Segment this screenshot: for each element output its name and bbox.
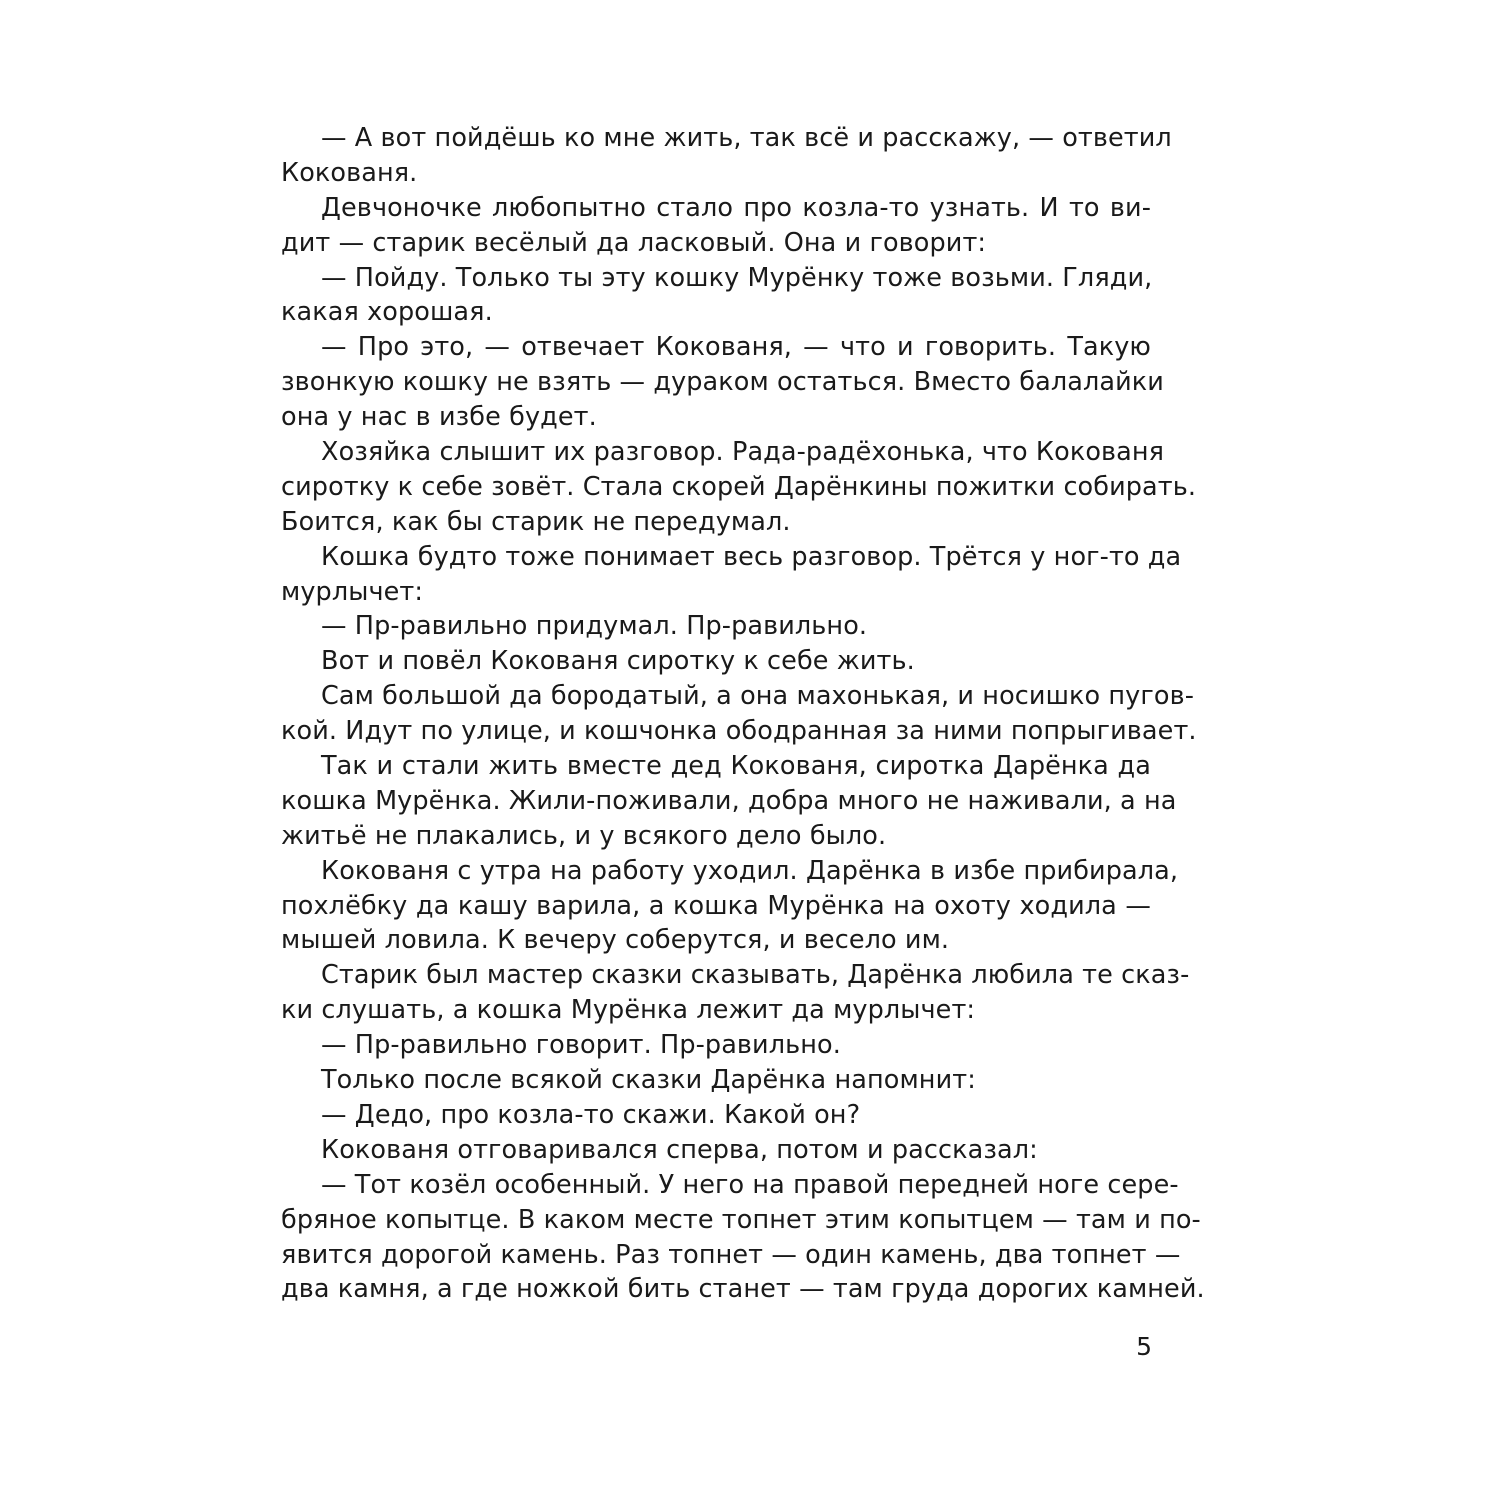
text-line: звонкую кошку не взять — дураком остаться. Вместо балалайки [281, 367, 1164, 398]
text-line: Кокованя отговаривался сперва, потом и рассказал: [321, 1134, 1038, 1165]
text-line: Кошка будто тоже понимает весь разговор. Трётся у ног-то да [321, 541, 1182, 572]
page-number: 5 [1136, 1332, 1152, 1361]
text-line: кошка Мурёнка. Жили-поживали, добра много не наживали, а на [281, 785, 1177, 816]
text-line: — Дедо, про козла-то скажи. Какой он? [321, 1099, 861, 1130]
text-line: Кокованя с утра на работу уходил. Дарёнка в избе прибирала, [321, 855, 1179, 886]
text-line: сиротку к себе зовёт. Стала скорей Дарёнкины пожитки собирать. [281, 471, 1197, 502]
text-line: Старик был мастер сказки сказывать, Дарёнка любила те сказ- [321, 960, 1190, 991]
text-line: Сам большой да бородатый, а она махонькая, и носишко пугов- [321, 681, 1194, 712]
text-line: житьё не плакались, и у всякого дело было. [281, 820, 887, 851]
text-line: два камня, а где ножкой бить станет — там груда дорогих камней. [281, 1274, 1205, 1305]
text-line: Так и стали жить вместе дед Кокованя, сиротка Дарёнка да [321, 751, 1151, 782]
text-line: — Пойду. Только ты эту кошку Мурёнку тоже возьми. Гляди, [321, 262, 1153, 293]
text-line: мурлычет: [281, 576, 424, 607]
text-line: мышей ловила. К вечеру соберутся, и весело им. [281, 925, 950, 956]
text-line: она у нас в избе будет. [281, 402, 597, 433]
text-line: бряное копытце. В каком месте топнет этим копытцем — там и по- [281, 1204, 1201, 1235]
text-line: Кокованя. [281, 157, 418, 188]
text-line: Боится, как бы старик не передумал. [281, 506, 791, 537]
text-line: ки слушать, а кошка Мурёнка лежит да мурлычет: [281, 995, 976, 1026]
text-line: — Тот козёл особенный. У него на правой передней ноге сере- [321, 1169, 1179, 1200]
body-text [281, 121, 1205, 1307]
text-line: кой. Идут по улице, и кошчонка ободранная за ними попрыгивает. [281, 716, 1197, 747]
text-line: — Пр-равильно говорит. Пр-равильно. [321, 1030, 841, 1061]
text-line: — Пр-равильно придумал. Пр-равильно. [321, 611, 868, 642]
text-line: — Про это, — отвечает Кокованя, — что и говорить. Такую [321, 332, 1151, 363]
text-line: дит — старик весёлый да ласковый. Она и говорит: [281, 227, 987, 258]
text-line: Вот и повёл Кокованя сиротку к себе жить. [321, 646, 915, 677]
text-line: — А вот пойдёшь ко мне жить, так всё и расскажу, — ответил [321, 123, 1172, 153]
text-line: похлёбку да кашу варила, а кошка Мурёнка на охоту ходила — [281, 890, 1151, 921]
text-line: какая хорошая. [281, 297, 493, 328]
text-line: Хозяйка слышит их разговор. Рада-радёхонька, что Кокованя [321, 437, 1165, 468]
text-line: Девчоночке любопытно стало про козла-то узнать. И то ви- [321, 192, 1151, 223]
text-line: явится дорогой камень. Раз топнет — один камень, два топнет — [281, 1239, 1181, 1270]
text-line: Только после всякой сказки Дарёнка напомнит: [321, 1065, 976, 1096]
